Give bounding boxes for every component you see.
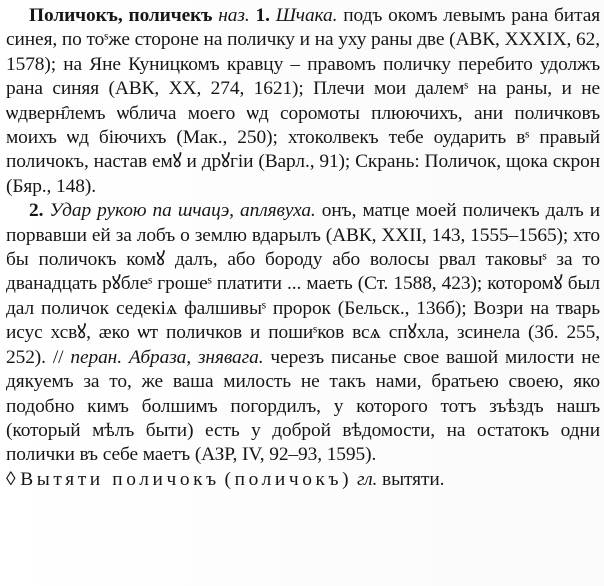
sense-number: 2. (29, 200, 44, 222)
part-of-speech: наз. (218, 5, 250, 26)
phrase-marker: ◊ (6, 468, 16, 490)
dictionary-text (6, 4, 600, 492)
sense-citations: подъ окомъ левымъ рана битая синея, по тоˢже стороне на поличку и на уху раны две (АВК, XXXIX, 62, 1578); на Яне Куницкомъ кравцу – правомъ поличку перебито удолжъ рана синяя (АВК, XX, 274, 1621); Плечи мои далемˢ на раны, и не ѡдверн҄лемъ ѡблича моего ѡд соромоты плюючихъ, ани поличковъ моихъ ѡд біючихъ (Мак., 250); хтоколвекъ тебе оударить вˢ правый поличокъ, настав емꙋ и дрꙋгiи (Варл., 91); Скрань: Поличок, щока скрон (Бяр., 148). (6, 5, 601, 197)
headword: Поличокъ, поличекъ (29, 5, 213, 26)
figurative-citations: черезъ писанье свое вашой милости не дякуемъ за то, же ваша милость не такъ нами, братьею своею, яко подобно кимъ болшимъ погордилъ, у которого тотъ зъѣздъ нашъ (который мѣлъ быти) есть у доброй вѣдомости, на остатокъ одни полички въ себе маетъ (АЗР, IV, 92–93, 1595). (6, 346, 601, 466)
sense-gloss: Удар рукою па шчацэ, аплявуха. (49, 200, 316, 222)
part-of-speech: гл. (356, 468, 378, 490)
sense-number: 1. (255, 5, 270, 26)
entry-vytyati-polichok (6, 468, 600, 492)
entry-polichok-sense-2 (6, 199, 600, 467)
phrase-headword: Вытяти поличокъ (20, 468, 220, 490)
cross-reference: вытяти. (382, 468, 445, 490)
figurative-gloss: перан. Абраза, знявага. (70, 346, 264, 368)
sense-gloss: Шчака. (275, 5, 338, 26)
phrase-variant: (поличокъ) (224, 468, 353, 490)
entry-polichok-sense-1 (6, 4, 600, 199)
sense-citations: онъ, матце моей поличекъ далъ и порвавши ей за лобъ о землю вдарылъ (АВК, XXII, 143, 1555–1565); хто бы поличокъ комꙋ далъ, або бороду або волосы рвал таковыˢ за то дванадцать рꙋблеˢ грошеˢ платити ... маеть (Ст. 1588, 423); которомꙋ был дал поличок седекiѧ фалшивыˢ пророк (Бельск., 136б); Возри на тварь исус хсвꙋ, ӕко ѡт поличков и пошиˢков всѧ спꙋхла, зсинела (Зб. 255, 252). // (6, 200, 601, 368)
